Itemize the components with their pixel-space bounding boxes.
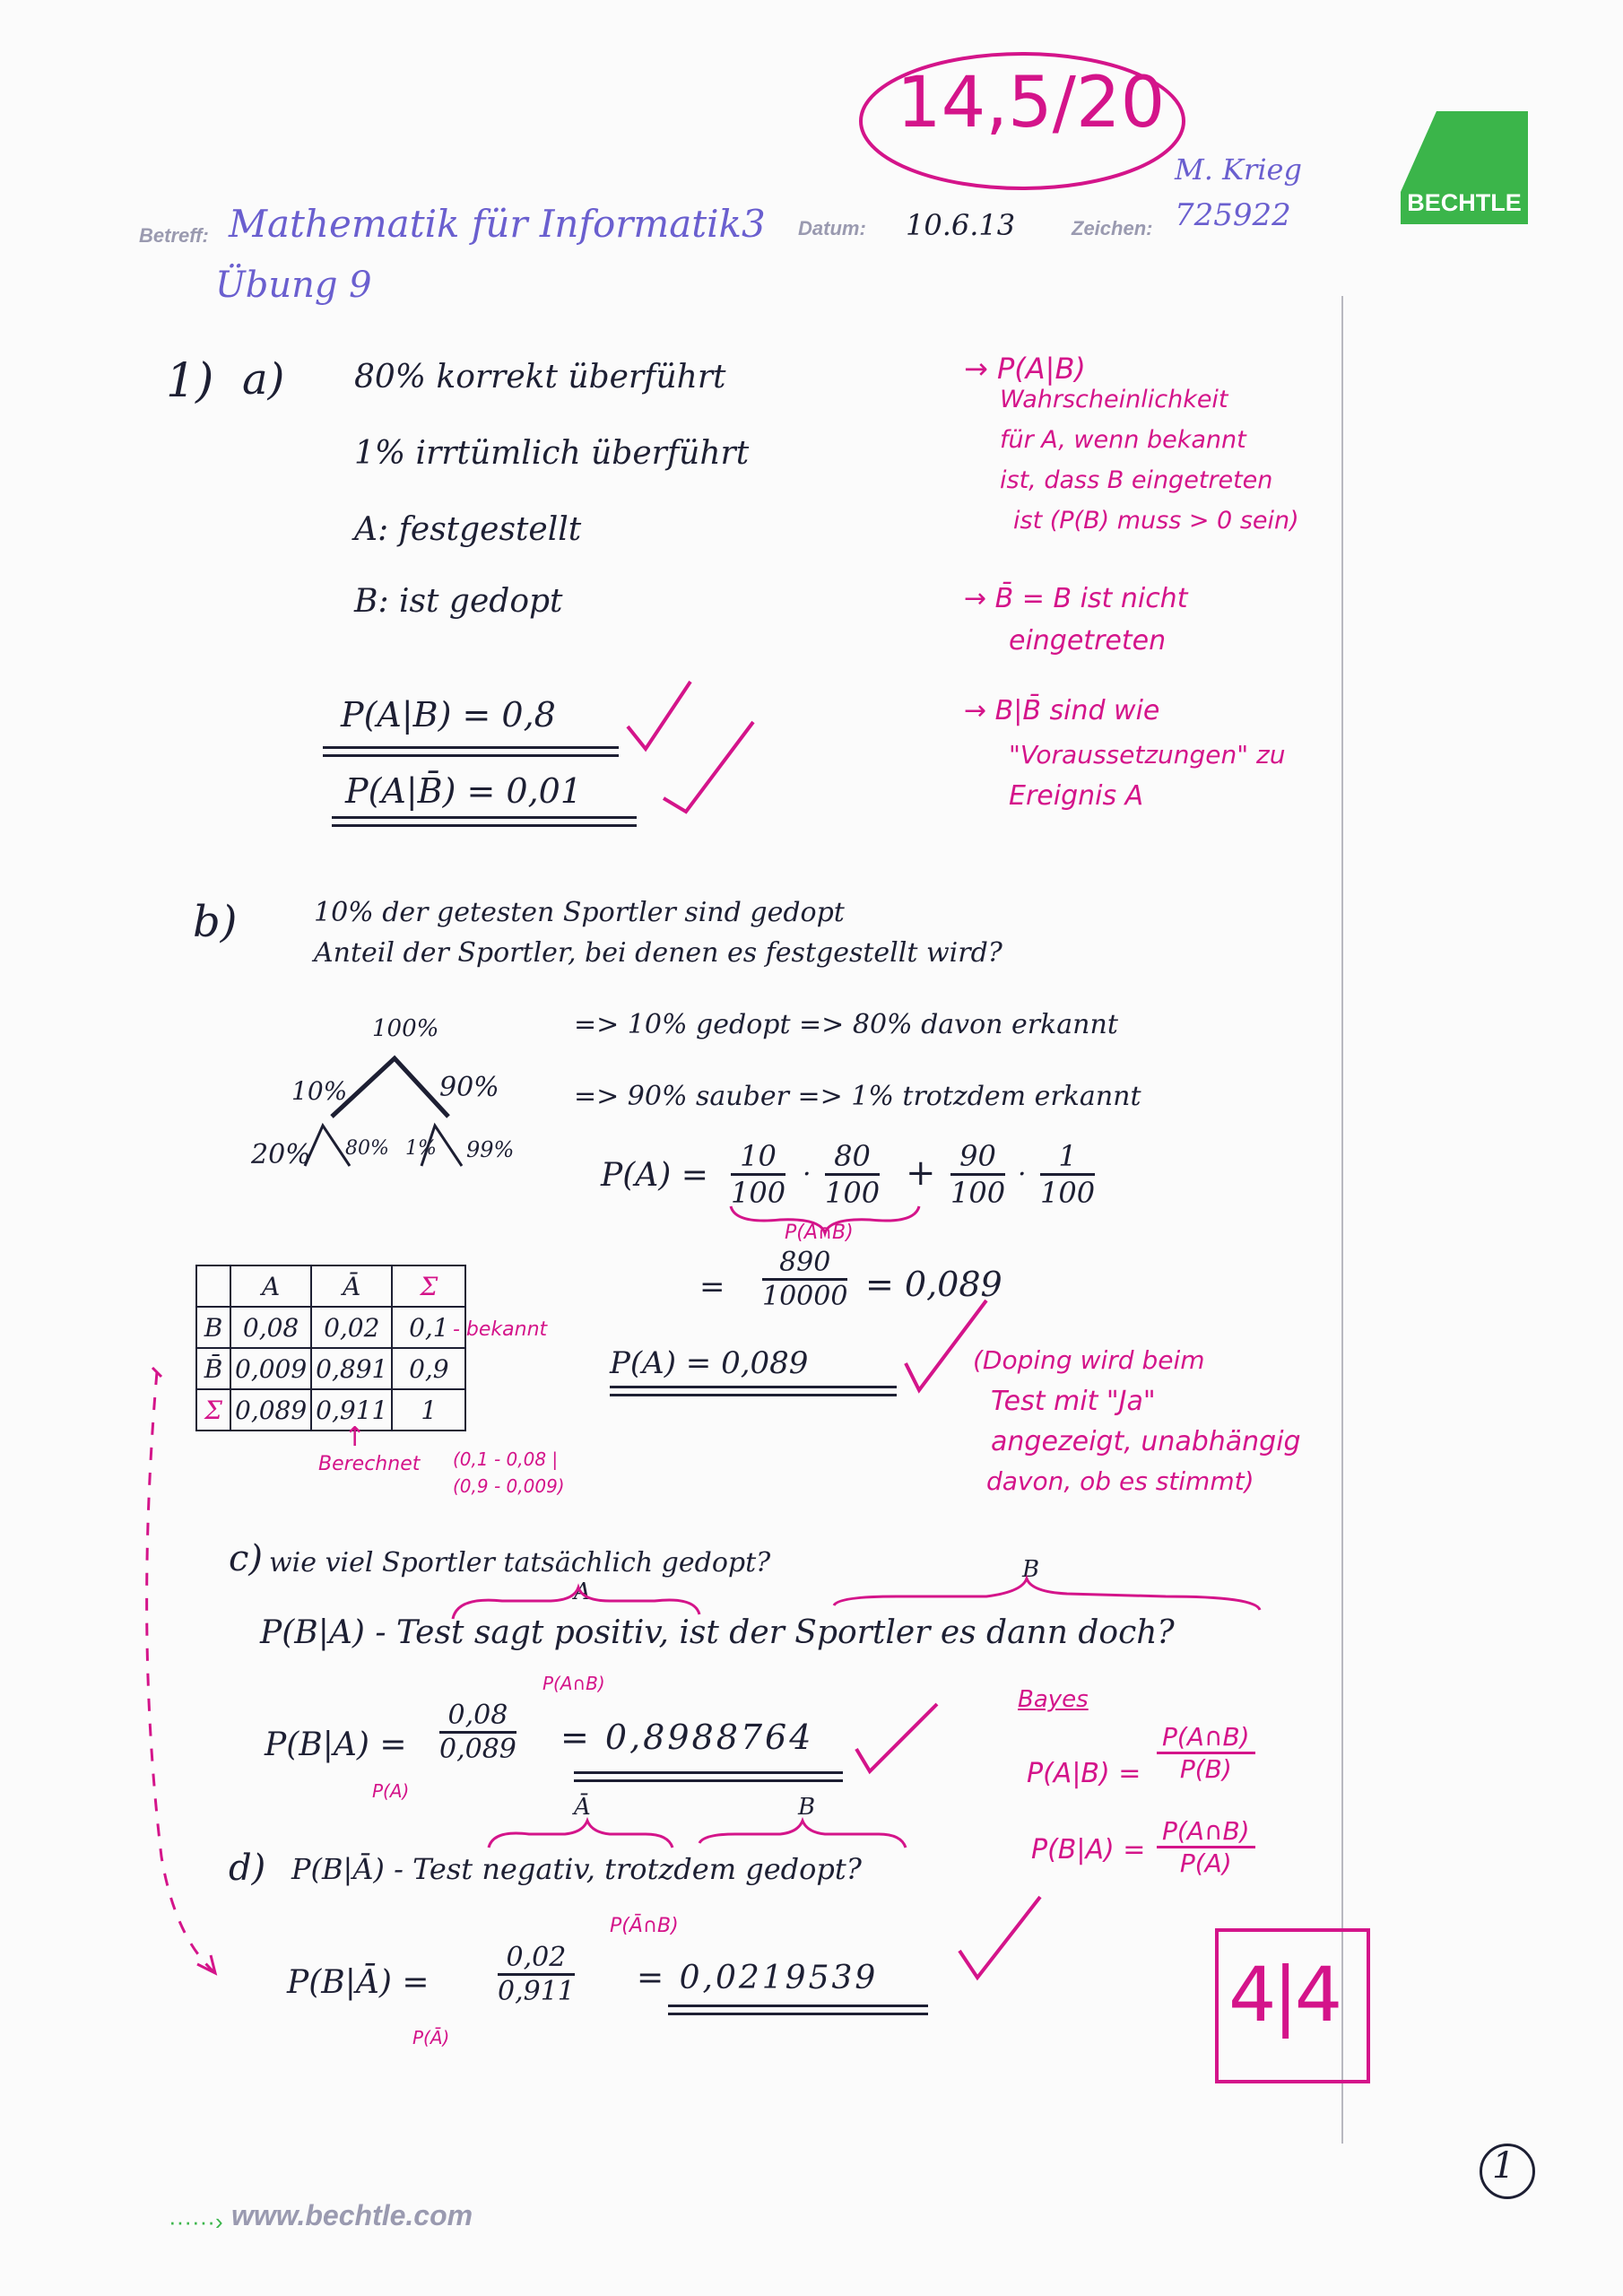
table-cell: 0,9 (392, 1348, 465, 1389)
p-a-given-b: P(A|B) = 0,8 (341, 695, 556, 735)
logo-text: BECHTLE (1407, 189, 1522, 216)
page-number: 1 (1492, 2145, 1515, 2187)
table-row-label: Σ (196, 1389, 230, 1431)
c-line: P(B|A) - Test sagt positiv, ist der Sportler es dann doch? (260, 1614, 1175, 1651)
note3-line2: "Voraussetzungen" zu (1009, 740, 1286, 770)
dot: · (803, 1159, 812, 1190)
a-line-2: 1% irrtümlich überführt (354, 435, 750, 472)
fraction-1-100: $\frac{1}{100}$ (1040, 1139, 1096, 1210)
zeichen-label: Zeichen: (1072, 217, 1153, 239)
table-cell: 0,089 (230, 1389, 311, 1431)
table-cell: 1 (392, 1389, 465, 1431)
doping-note-3: angezeigt, unabhängig (991, 1426, 1301, 1457)
note3-line3: Ereignis A (1009, 780, 1144, 812)
c-den-label: P(A) (372, 1780, 410, 1802)
bayes2-fraction: $\frac{P(A\cap B)}{P(A)}$ (1157, 1816, 1255, 1878)
c-fraction: $\frac{0,08}{0,089}$ (439, 1700, 516, 1765)
c-label-b: B (1022, 1556, 1040, 1583)
c-question: wie viel Sportler tatsächlich gedopt? (269, 1547, 771, 1578)
doping-note-1: (Doping wird beim (973, 1345, 1205, 1375)
note1-title: → P(A|B) (964, 352, 1086, 386)
betreff-value: Mathematik für Informatik3 (229, 202, 766, 246)
note1-line3: ist, dass B eingetreten (1000, 466, 1273, 494)
c-result: = 0,8988764 (560, 1718, 814, 1757)
bayes2-lhs: P(B|A) = (1031, 1834, 1146, 1866)
table-row-label: B̄ (196, 1348, 230, 1389)
task-d-label: d) (229, 1848, 266, 1889)
tree-l1-right: 90% (439, 1072, 499, 1103)
tree-root: 100% (372, 1015, 439, 1042)
task-a-label: a) (242, 354, 285, 404)
double-underline (574, 1771, 843, 1782)
b-reason-1: => 10% gedopt => 80% davon erkannt (574, 1009, 1118, 1040)
check-marks (619, 664, 771, 816)
table-cell: 0,08 (230, 1307, 311, 1348)
b-line-2: Anteil der Sportler, bei denen es festgestellt wird? (314, 937, 1002, 969)
bayes-title: Bayes (1018, 1686, 1089, 1713)
tree-l2-80: 80% (345, 1137, 389, 1160)
tree-l2-99: 99% (466, 1137, 515, 1162)
table-cell (196, 1265, 230, 1307)
a-line-3: A: festgestellt (354, 511, 582, 548)
berechnet-formula-2: (0,9 - 0,009) (453, 1475, 565, 1497)
table-cell: 0,009 (230, 1348, 311, 1389)
check-mark (950, 1888, 1049, 1996)
table-cell: 0,911 (311, 1389, 392, 1431)
bekannt-label: - bekannt (453, 1318, 548, 1341)
datum-label: Datum: (798, 217, 866, 239)
c-pab-label: P(A∩B) (542, 1673, 605, 1694)
doping-note-4: davon, ob es stimmt) (986, 1466, 1254, 1496)
points: 4|4 (1228, 1951, 1340, 2039)
note1-line2: für A, wenn bekannt (1000, 426, 1246, 454)
up-arrow: ↑ (343, 1422, 367, 1453)
fraction-10-100: $\frac{10}{100}$ (731, 1139, 786, 1210)
note1-line1: Wahrscheinlichkeit (1000, 386, 1228, 413)
pa-final: P(A) = 0,089 (610, 1345, 809, 1381)
tree-l2-20: 20% (251, 1139, 311, 1170)
check-mark (847, 1695, 946, 1785)
berechnet-formula-1: (0,1 - 0,08 | (453, 1448, 559, 1470)
note1-line4: ist (P(B) muss > 0 sein) (1013, 507, 1299, 535)
c-label-a: A (574, 1578, 591, 1605)
a-line-4: B: ist gedopt (354, 583, 563, 620)
c-lhs: P(B|A) = (265, 1726, 407, 1763)
grade: 14,5/20 (897, 63, 1166, 144)
note2-line2: eingetreten (1009, 625, 1167, 657)
pa-lhs: P(A) = (601, 1157, 708, 1194)
double-underline (332, 816, 637, 827)
doping-note-2: Test mit "Ja" (991, 1386, 1156, 1417)
berechnet-label: Berechnet (318, 1453, 421, 1475)
betreff-line2: Übung 9 (215, 265, 372, 306)
p-a-given-not-b: P(A|B̄) = 0,01 (345, 771, 582, 811)
double-underline (668, 2005, 928, 2015)
betreff-label: Betreff: (139, 224, 209, 247)
a-line-1: 80% korrekt überführt (354, 359, 726, 396)
margin-line (1341, 296, 1343, 2144)
d-label-a: Ā (574, 1794, 591, 1821)
note3-line1: → B|B̄ sind wie (964, 695, 1160, 726)
dashed-arrow (135, 1363, 233, 1991)
task-b-label: b) (193, 897, 238, 947)
task-number: 1) (166, 354, 214, 408)
fraction-890-10000: $\frac{890}{10000}$ (762, 1247, 848, 1312)
dot: · (1018, 1159, 1027, 1190)
d-fraction: $\frac{0,02}{0,911}$ (498, 1942, 575, 2007)
double-underline (323, 746, 619, 757)
table-cell: 0,891 (311, 1348, 392, 1389)
b-line-1: 10% der getesten Sportler sind gedopt (314, 897, 845, 928)
plus: + (906, 1152, 936, 1194)
bayes1-fraction: $\frac{P(A\cap B)}{P(B)}$ (1157, 1722, 1255, 1784)
task-c-label: c) (229, 1538, 264, 1579)
author-name: M. Krieg (1175, 152, 1302, 187)
d-label-b: B (798, 1794, 816, 1821)
bayes1-lhs: P(A|B) = (1027, 1758, 1141, 1789)
d-lhs: P(B|Ā) = (287, 1964, 430, 2001)
tree-l2-1: 1% (405, 1137, 437, 1160)
table-row-label: B (196, 1307, 230, 1348)
d-pab-label: P(Ā∩B) (610, 1915, 679, 1937)
tree-l1-left: 10% (291, 1076, 348, 1106)
datum-value: 10.6.13 (906, 208, 1016, 242)
table-header: Ā (311, 1265, 392, 1307)
table-cell: 0,02 (311, 1307, 392, 1348)
table-cell: 0,1 (392, 1307, 465, 1348)
pa-value: = 0,089 (865, 1265, 1002, 1304)
eq: = (699, 1269, 725, 1305)
contingency-table (195, 1265, 466, 1431)
d-line: P(B|Ā) - Test negativ, trotzdem gedopt? (291, 1852, 862, 1886)
brace-label: P(A∩B) (785, 1222, 854, 1244)
footer-url[interactable]: www.bechtle.com (231, 2199, 473, 2231)
bechtle-logo (1401, 111, 1528, 224)
fraction-80-100: $\frac{80}{100}$ (825, 1139, 881, 1210)
table-header: Σ (392, 1265, 465, 1307)
d-den-label: P(Ā) (412, 2027, 450, 2048)
note2-line1: → B̄ = B ist nicht (964, 583, 1188, 614)
fraction-90-100: $\frac{90}{100}$ (950, 1139, 1006, 1210)
table-header: A (230, 1265, 311, 1307)
double-underline (610, 1386, 897, 1396)
arrow-icon: ······› (169, 2208, 223, 2235)
b-reason-2: => 90% sauber => 1% trotzdem erkannt (574, 1081, 1141, 1112)
d-result: = 0,0219539 (637, 1960, 879, 1996)
zeichen-value: 725922 (1175, 197, 1291, 233)
